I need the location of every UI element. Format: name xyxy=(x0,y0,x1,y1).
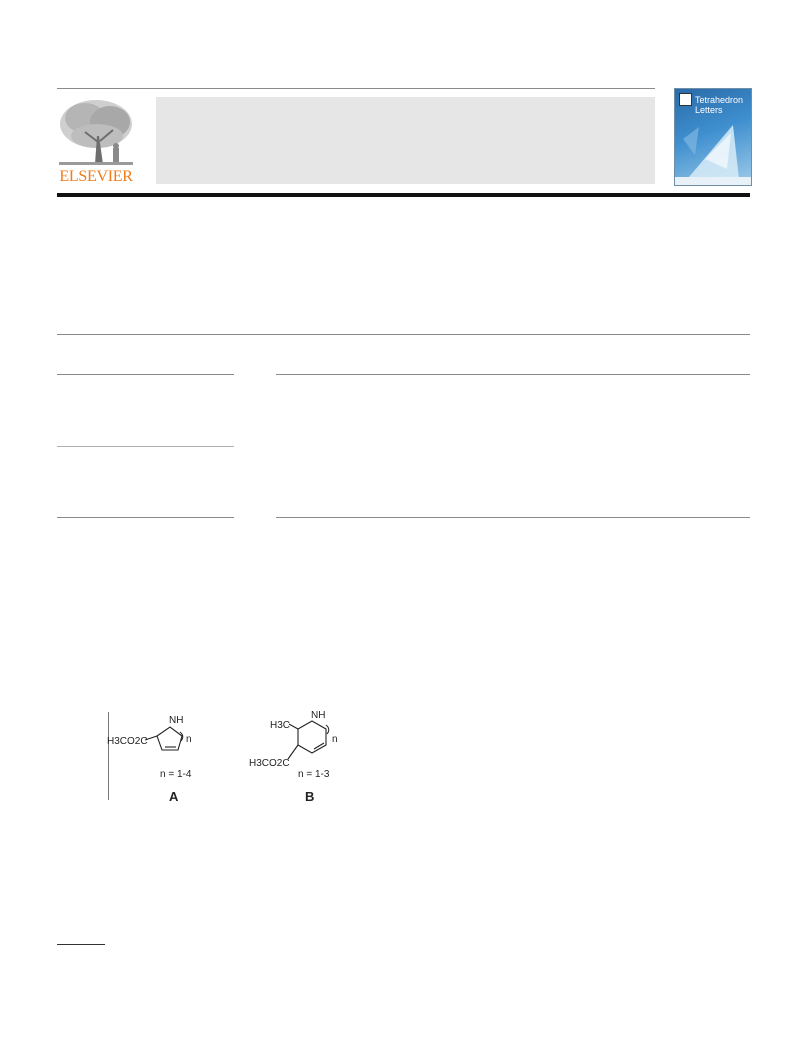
journal-cover-thumbnail xyxy=(674,88,752,186)
chemical-structures-figure xyxy=(100,705,370,805)
cover-title-line1: Tetrahedron xyxy=(695,95,744,105)
structure-b xyxy=(249,710,338,804)
footnote-rule xyxy=(57,944,105,945)
cover-title xyxy=(695,95,743,115)
article-info-top-rule xyxy=(57,374,234,375)
cover-qr-icon xyxy=(679,93,692,106)
structure-a xyxy=(107,715,192,804)
structure-b-range: n = 1-3 xyxy=(298,769,330,780)
structure-a-label: A xyxy=(169,789,179,804)
cover-bottom-strip xyxy=(675,177,751,185)
structure-b-methyl: H3C xyxy=(270,720,291,731)
structure-a-nh: NH xyxy=(169,715,184,726)
journal-header-band xyxy=(156,97,655,184)
article-info-bottom-rule xyxy=(57,517,234,518)
structure-a-n-label: n xyxy=(186,734,192,745)
article-info-divider-rule xyxy=(57,446,234,447)
header-top-rule xyxy=(57,88,655,89)
structure-b-nh: NH xyxy=(311,710,326,721)
elsevier-wordmark: ELSEVIER xyxy=(59,168,133,185)
cover-title-line2: Letters xyxy=(695,105,723,115)
abstract-bottom-rule xyxy=(276,517,750,518)
header-thick-rule xyxy=(57,193,750,197)
structure-b-label: B xyxy=(305,789,315,804)
structure-b-ester: H3CO2C xyxy=(249,758,290,769)
abstract-top-rule xyxy=(276,374,750,375)
structure-b-n-label: n xyxy=(332,734,338,745)
cover-triangle-art xyxy=(675,119,751,185)
structure-a-range: n = 1-4 xyxy=(160,769,192,780)
structure-a-substituent: H3CO2C xyxy=(107,736,148,747)
title-block-bottom-rule xyxy=(57,334,750,335)
